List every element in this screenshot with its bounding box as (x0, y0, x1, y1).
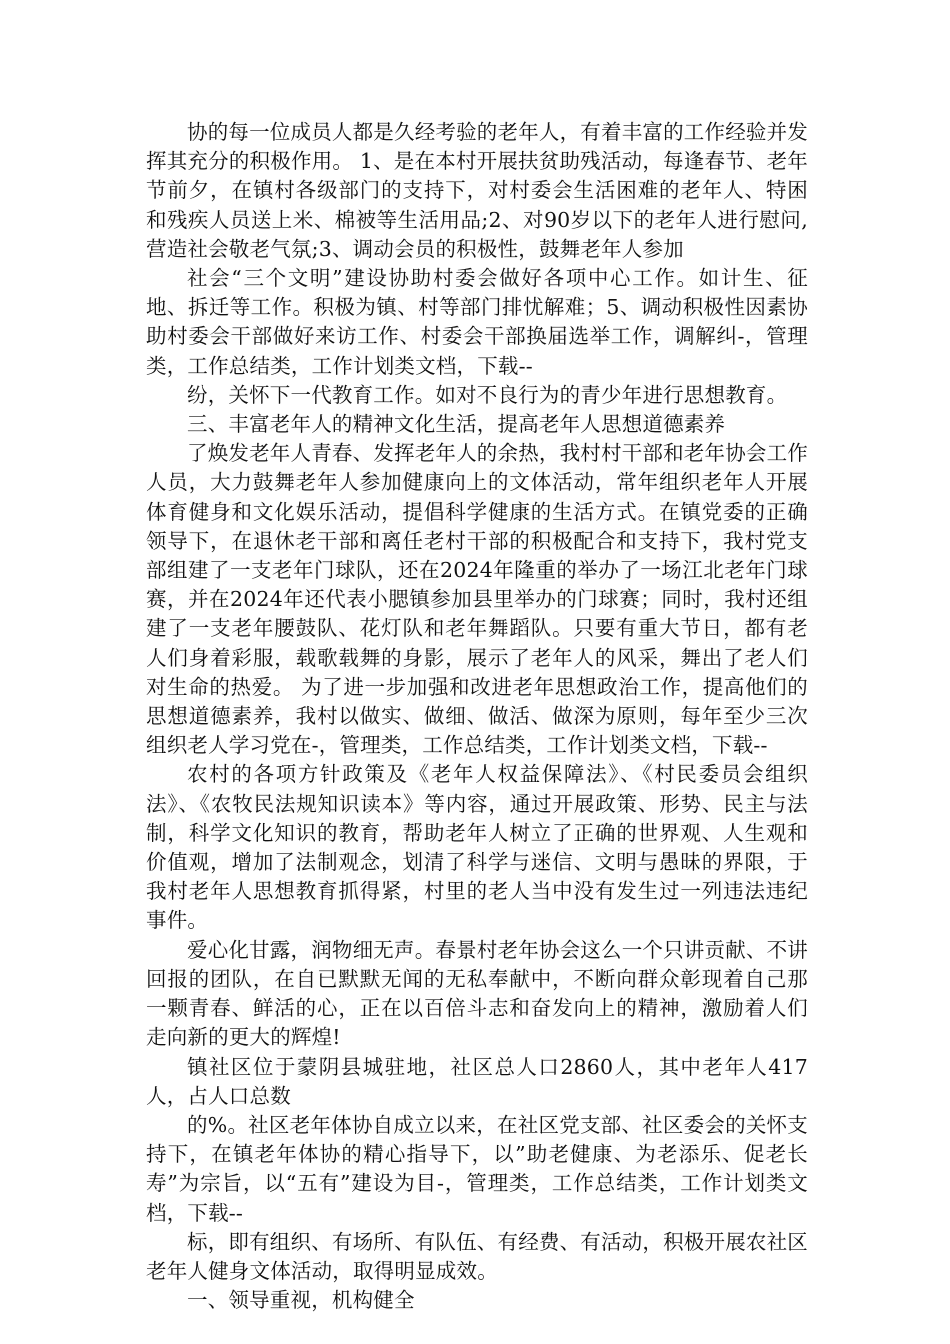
paragraph-7: 爱心化甘露，润物细无声。春景村老年协会这么一个只讲贡献、不讲回报的团队，在自已默默无闻的无私奉献中，不断向群众彰现着自己那一颗青春、鲜活的心，正在以百倍斗志和奋发向上的精神，激励着人们走向新的更大的辉煌! (146, 937, 808, 1050)
paragraph-2: 社会“三个文明”建设协助村委会做好各项中心工作。如计生、征地、拆迁等工作。积极为镇、村等部门排忧解难；5、调动积极性因素协助村委会干部做好来访工作、村委会干部换届选举工作，调解纠-，管理类，工作总结类，工作计划类文档，下载-- (146, 266, 808, 378)
paragraph-5: 了焕发老年人青春、发挥老年人的余热，我村村干部和老年协会工作人员，大力鼓舞老年人参加健康向上的文体活动，常年组织老年人开展体育健身和文化娱乐活动，提倡科学健康的生活方式。在镇党委的正确领导下，在退休老干部和离任老村干部的积极配合和支持下，我村党支部组建了一支老年门球队，还在2024年隆重的举办了一场江北老年门球赛，并在2024年还代表小腮镇参加县里举办的门球赛；同时，我村还组建了一支老年腰鼓队、花灯队和老年舞蹈队。只要有重大节日，都有老人们身着彩服，载歌载舞的身影，展示了老年人的风采，舞出了老人们对生命的热爱。 为了进一步加强和改进老年思想政治工作，提高他们的思想道德素养，我村以做实、做细、做活、做深为原则，每年至少三次组织老人学习党在-，管理类，工作总结类，工作计划类文档，下载-- (146, 441, 808, 758)
section-heading-1: 一、领导重视，机构健全 (187, 1288, 415, 1313)
paragraph-1: 协的每一位成员人都是久经考验的老年人，有着丰富的工作经验并发挥其充分的积极作用。 1、是在本村开展扶贫助残活动，每逢春节、老年节前夕，在镇村各级部门的支持下，对村委会生活困难的老年人、特困和残疾人员送上米、棉被等生活用品;2、对90岁以下的老年人进行慰问,营造社会敬老气氛;3、调动会员的积极性，鼓舞老年人参加 (146, 120, 808, 261)
document-body (146, 118, 808, 1315)
paragraph-8: 镇社区位于蒙阴县城驻地，社区总人口2860人，其中老年人417人，占人口总数 (146, 1054, 808, 1108)
paragraph-10: 标，即有组织、有场所、有队伍、有经费、有活动，积极开展农社区老年人健身文体活动，取得明显成效。 (146, 1229, 808, 1283)
section-heading-3: 三、丰富老年人的精神文化生活，提高老年人思想道德素养 (187, 412, 726, 437)
paragraph-9: 的%。社区老年体协自成立以来，在社区党支部、社区委会的关怀支持下，在镇老年体协的精心指导下，以”助老健康、为老添乐、促老长寿”为宗旨，以“五有”建设为目-，管理类，工作总结类，工作计划类文档，下载-- (146, 1112, 808, 1225)
paragraph-3: 纷，关怀下一代教育工作。如对不良行为的青少年进行思想教育。 (187, 382, 788, 407)
paragraph-6: 农村的各项方针政策及《老年人权益保障法》、《村民委员会组织法》、《农牧民法规知识读本》等内容，通过开展政策、形势、民主与法制，科学文化知识的教育，帮助老年人树立了正确的世界观、人生观和价值观，增加了法制观念，划清了科学与迷信、文明与愚昧的界限，于我村老年人思想教育抓得紧，村里的老人当中没有发生过一列违法违纪事件。 (146, 762, 808, 933)
